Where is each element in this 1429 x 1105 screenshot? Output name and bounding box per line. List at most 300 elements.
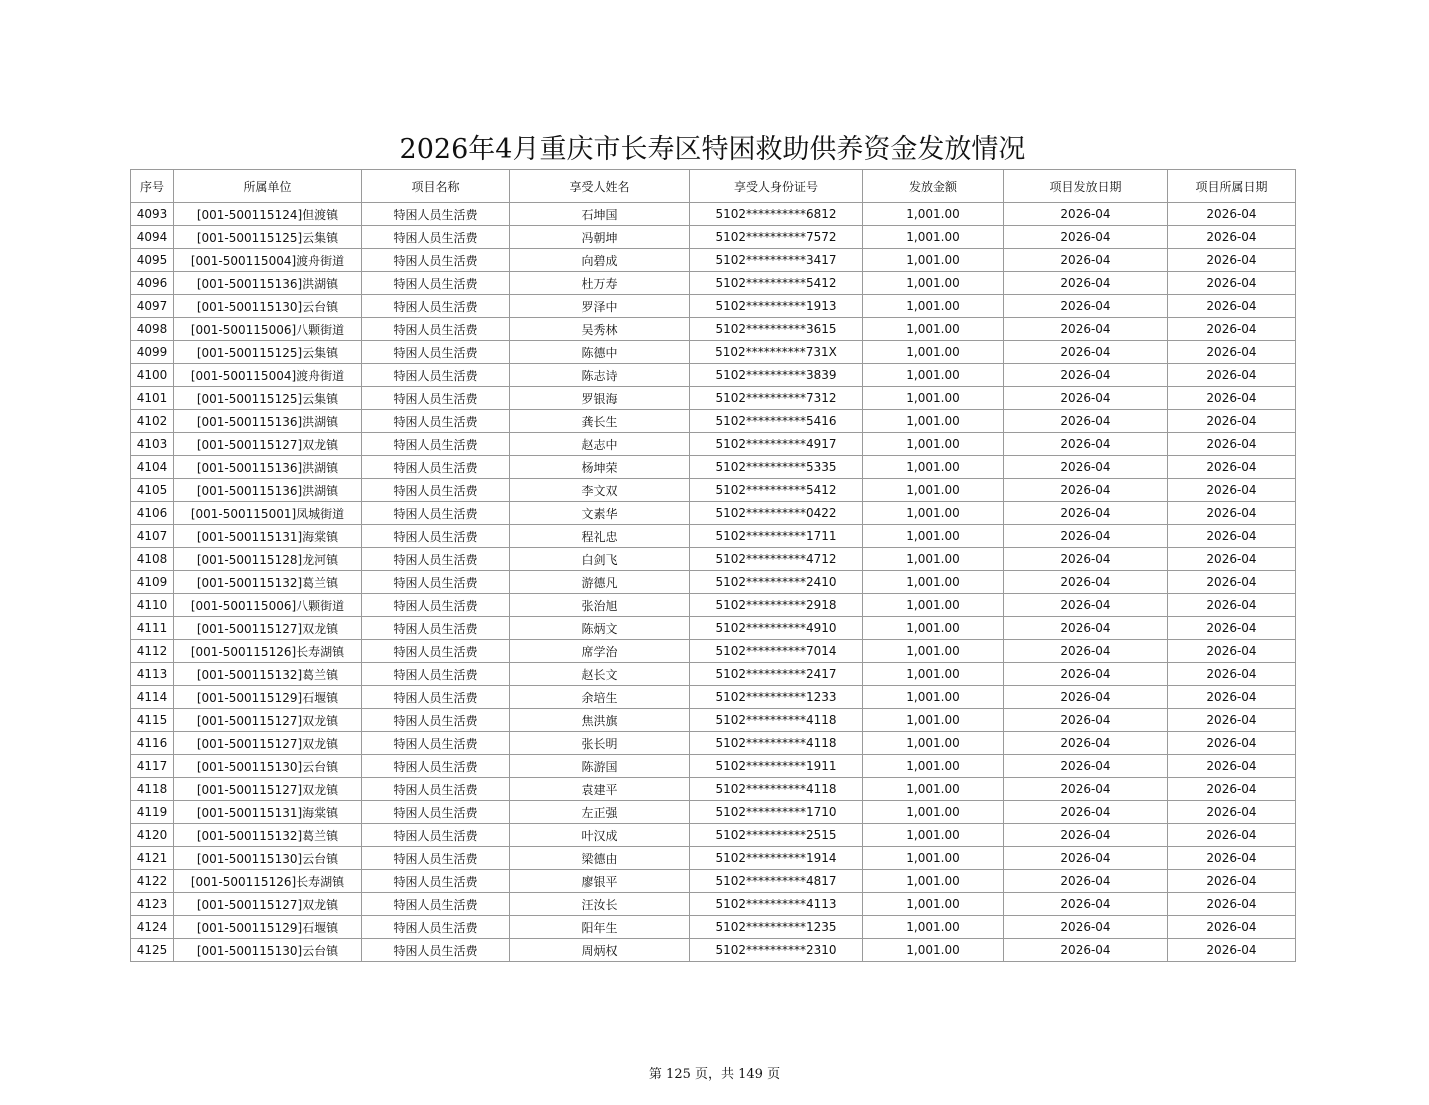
cell-issue-date: 2026-04 bbox=[1004, 410, 1168, 433]
cell-name: 陈志诗 bbox=[510, 364, 690, 387]
cell-project: 特困人员生活费 bbox=[362, 364, 510, 387]
cell-id-number: 5102**********5335 bbox=[690, 456, 863, 479]
cell-period: 2026-04 bbox=[1168, 893, 1296, 916]
cell-unit: [001-500115131]海棠镇 bbox=[174, 801, 362, 824]
cell-issue-date: 2026-04 bbox=[1004, 341, 1168, 364]
cell-name: 袁建平 bbox=[510, 778, 690, 801]
cell-index: 4112 bbox=[131, 640, 174, 663]
cell-name: 白剑飞 bbox=[510, 548, 690, 571]
cell-name: 廖银平 bbox=[510, 870, 690, 893]
cell-unit: [001-500115004]渡舟街道 bbox=[174, 249, 362, 272]
cell-project: 特困人员生活费 bbox=[362, 318, 510, 341]
cell-unit: [001-500115001]凤城街道 bbox=[174, 502, 362, 525]
cell-id-number: 5102**********7312 bbox=[690, 387, 863, 410]
cell-amount: 1,001.00 bbox=[863, 801, 1004, 824]
cell-project: 特困人员生活费 bbox=[362, 548, 510, 571]
cell-name: 张治旭 bbox=[510, 594, 690, 617]
table-header bbox=[131, 170, 1296, 203]
table-row bbox=[131, 732, 1296, 755]
cell-project: 特困人员生活费 bbox=[362, 433, 510, 456]
cell-amount: 1,001.00 bbox=[863, 778, 1004, 801]
cell-amount: 1,001.00 bbox=[863, 617, 1004, 640]
cell-issue-date: 2026-04 bbox=[1004, 893, 1168, 916]
cell-id-number: 5102**********1911 bbox=[690, 755, 863, 778]
cell-project: 特困人员生活费 bbox=[362, 801, 510, 824]
cell-unit: [001-500115125]云集镇 bbox=[174, 226, 362, 249]
cell-id-number: 5102**********1914 bbox=[690, 847, 863, 870]
cell-name: 罗泽中 bbox=[510, 295, 690, 318]
cell-issue-date: 2026-04 bbox=[1004, 548, 1168, 571]
cell-id-number: 5102**********1711 bbox=[690, 525, 863, 548]
cell-project: 特困人员生活费 bbox=[362, 249, 510, 272]
cell-id-number: 5102**********5416 bbox=[690, 410, 863, 433]
table-row bbox=[131, 663, 1296, 686]
cell-unit: [001-500115132]葛兰镇 bbox=[174, 824, 362, 847]
cell-period: 2026-04 bbox=[1168, 824, 1296, 847]
cell-index: 4125 bbox=[131, 939, 174, 962]
cell-id-number: 5102**********4118 bbox=[690, 732, 863, 755]
cell-issue-date: 2026-04 bbox=[1004, 916, 1168, 939]
cell-name: 程礼忠 bbox=[510, 525, 690, 548]
cell-period: 2026-04 bbox=[1168, 272, 1296, 295]
cell-id-number: 5102**********1913 bbox=[690, 295, 863, 318]
table-row bbox=[131, 410, 1296, 433]
cell-id-number: 5102**********4910 bbox=[690, 617, 863, 640]
cell-id-number: 5102**********3615 bbox=[690, 318, 863, 341]
cell-issue-date: 2026-04 bbox=[1004, 778, 1168, 801]
cell-project: 特困人员生活费 bbox=[362, 341, 510, 364]
cell-period: 2026-04 bbox=[1168, 663, 1296, 686]
cell-unit: [001-500115127]双龙镇 bbox=[174, 732, 362, 755]
table-row bbox=[131, 847, 1296, 870]
cell-name: 吴秀林 bbox=[510, 318, 690, 341]
cell-unit: [001-500115125]云集镇 bbox=[174, 387, 362, 410]
cell-amount: 1,001.00 bbox=[863, 456, 1004, 479]
cell-issue-date: 2026-04 bbox=[1004, 617, 1168, 640]
cell-period: 2026-04 bbox=[1168, 203, 1296, 226]
cell-name: 罗银海 bbox=[510, 387, 690, 410]
table-row bbox=[131, 778, 1296, 801]
cell-name: 余培生 bbox=[510, 686, 690, 709]
cell-index: 4119 bbox=[131, 801, 174, 824]
table-row bbox=[131, 709, 1296, 732]
table-row bbox=[131, 824, 1296, 847]
cell-period: 2026-04 bbox=[1168, 847, 1296, 870]
cell-name: 杨坤荣 bbox=[510, 456, 690, 479]
cell-issue-date: 2026-04 bbox=[1004, 801, 1168, 824]
cell-period: 2026-04 bbox=[1168, 479, 1296, 502]
cell-index: 4102 bbox=[131, 410, 174, 433]
cell-unit: [001-500115127]双龙镇 bbox=[174, 709, 362, 732]
cell-name: 杜万寿 bbox=[510, 272, 690, 295]
table-row bbox=[131, 870, 1296, 893]
cell-unit: [001-500115129]石堰镇 bbox=[174, 916, 362, 939]
cell-amount: 1,001.00 bbox=[863, 870, 1004, 893]
cell-unit: [001-500115131]海棠镇 bbox=[174, 525, 362, 548]
cell-amount: 1,001.00 bbox=[863, 663, 1004, 686]
cell-index: 4117 bbox=[131, 755, 174, 778]
cell-issue-date: 2026-04 bbox=[1004, 272, 1168, 295]
table-row bbox=[131, 617, 1296, 640]
cell-project: 特困人员生活费 bbox=[362, 709, 510, 732]
cell-id-number: 5102**********4712 bbox=[690, 548, 863, 571]
cell-issue-date: 2026-04 bbox=[1004, 226, 1168, 249]
cell-period: 2026-04 bbox=[1168, 755, 1296, 778]
cell-period: 2026-04 bbox=[1168, 226, 1296, 249]
cell-issue-date: 2026-04 bbox=[1004, 824, 1168, 847]
cell-index: 4122 bbox=[131, 870, 174, 893]
cell-issue-date: 2026-04 bbox=[1004, 571, 1168, 594]
cell-period: 2026-04 bbox=[1168, 617, 1296, 640]
cell-index: 4104 bbox=[131, 456, 174, 479]
cell-amount: 1,001.00 bbox=[863, 548, 1004, 571]
cell-amount: 1,001.00 bbox=[863, 755, 1004, 778]
cell-name: 左正强 bbox=[510, 801, 690, 824]
table-body bbox=[131, 203, 1296, 962]
cell-index: 4095 bbox=[131, 249, 174, 272]
cell-project: 特困人员生活费 bbox=[362, 571, 510, 594]
cell-name: 石坤国 bbox=[510, 203, 690, 226]
cell-period: 2026-04 bbox=[1168, 732, 1296, 755]
cell-id-number: 5102**********0422 bbox=[690, 502, 863, 525]
cell-index: 4118 bbox=[131, 778, 174, 801]
cell-issue-date: 2026-04 bbox=[1004, 870, 1168, 893]
column-header-amount: 发放金额 bbox=[863, 170, 1004, 203]
cell-period: 2026-04 bbox=[1168, 456, 1296, 479]
cell-project: 特困人员生活费 bbox=[362, 870, 510, 893]
cell-period: 2026-04 bbox=[1168, 571, 1296, 594]
table-row bbox=[131, 456, 1296, 479]
cell-name: 陈德中 bbox=[510, 341, 690, 364]
cell-name: 向碧成 bbox=[510, 249, 690, 272]
table-row bbox=[131, 341, 1296, 364]
cell-amount: 1,001.00 bbox=[863, 847, 1004, 870]
cell-index: 4106 bbox=[131, 502, 174, 525]
cell-id-number: 5102**********2310 bbox=[690, 939, 863, 962]
cell-name: 李文双 bbox=[510, 479, 690, 502]
cell-name: 叶汉成 bbox=[510, 824, 690, 847]
cell-index: 4111 bbox=[131, 617, 174, 640]
cell-period: 2026-04 bbox=[1168, 709, 1296, 732]
table-row bbox=[131, 226, 1296, 249]
cell-id-number: 5102**********2918 bbox=[690, 594, 863, 617]
cell-index: 4115 bbox=[131, 709, 174, 732]
table-row bbox=[131, 318, 1296, 341]
cell-period: 2026-04 bbox=[1168, 686, 1296, 709]
cell-index: 4101 bbox=[131, 387, 174, 410]
cell-index: 4110 bbox=[131, 594, 174, 617]
cell-amount: 1,001.00 bbox=[863, 732, 1004, 755]
table-row bbox=[131, 801, 1296, 824]
cell-unit: [001-500115006]八颗街道 bbox=[174, 318, 362, 341]
cell-name: 游德凡 bbox=[510, 571, 690, 594]
cell-id-number: 5102**********4917 bbox=[690, 433, 863, 456]
cell-id-number: 5102**********2417 bbox=[690, 663, 863, 686]
cell-name: 冯朝坤 bbox=[510, 226, 690, 249]
page-title: 2026年4月重庆市长寿区特困救助供养资金发放情况 bbox=[399, 134, 1026, 165]
cell-issue-date: 2026-04 bbox=[1004, 502, 1168, 525]
cell-unit: [001-500115130]云台镇 bbox=[174, 755, 362, 778]
cell-id-number: 5102**********7572 bbox=[690, 226, 863, 249]
cell-period: 2026-04 bbox=[1168, 801, 1296, 824]
cell-period: 2026-04 bbox=[1168, 870, 1296, 893]
table-row bbox=[131, 594, 1296, 617]
table-row bbox=[131, 571, 1296, 594]
cell-name: 周炳权 bbox=[510, 939, 690, 962]
cell-period: 2026-04 bbox=[1168, 939, 1296, 962]
payment-table bbox=[130, 169, 1296, 962]
table-row bbox=[131, 433, 1296, 456]
cell-id-number: 5102**********4817 bbox=[690, 870, 863, 893]
cell-amount: 1,001.00 bbox=[863, 387, 1004, 410]
cell-unit: [001-500115132]葛兰镇 bbox=[174, 571, 362, 594]
cell-index: 4113 bbox=[131, 663, 174, 686]
cell-issue-date: 2026-04 bbox=[1004, 663, 1168, 686]
table-row bbox=[131, 295, 1296, 318]
cell-id-number: 5102**********1235 bbox=[690, 916, 863, 939]
cell-index: 4123 bbox=[131, 893, 174, 916]
cell-issue-date: 2026-04 bbox=[1004, 387, 1168, 410]
cell-period: 2026-04 bbox=[1168, 249, 1296, 272]
cell-amount: 1,001.00 bbox=[863, 502, 1004, 525]
cell-name: 席学治 bbox=[510, 640, 690, 663]
cell-period: 2026-04 bbox=[1168, 364, 1296, 387]
table-row bbox=[131, 640, 1296, 663]
cell-name: 阳年生 bbox=[510, 916, 690, 939]
cell-period: 2026-04 bbox=[1168, 410, 1296, 433]
cell-id-number: 5102**********731X bbox=[690, 341, 863, 364]
cell-index: 4103 bbox=[131, 433, 174, 456]
cell-unit: [001-500115126]长寿湖镇 bbox=[174, 870, 362, 893]
cell-name: 陈游国 bbox=[510, 755, 690, 778]
cell-project: 特困人员生活费 bbox=[362, 755, 510, 778]
cell-unit: [001-500115127]双龙镇 bbox=[174, 893, 362, 916]
cell-project: 特困人员生活费 bbox=[362, 525, 510, 548]
column-header-unit: 所属单位 bbox=[174, 170, 362, 203]
cell-period: 2026-04 bbox=[1168, 916, 1296, 939]
cell-unit: [001-500115124]但渡镇 bbox=[174, 203, 362, 226]
cell-unit: [001-500115130]云台镇 bbox=[174, 295, 362, 318]
cell-project: 特困人员生活费 bbox=[362, 916, 510, 939]
table-row bbox=[131, 502, 1296, 525]
cell-amount: 1,001.00 bbox=[863, 364, 1004, 387]
column-header-project: 项目名称 bbox=[362, 170, 510, 203]
cell-issue-date: 2026-04 bbox=[1004, 203, 1168, 226]
cell-name: 赵长文 bbox=[510, 663, 690, 686]
cell-index: 4124 bbox=[131, 916, 174, 939]
cell-amount: 1,001.00 bbox=[863, 916, 1004, 939]
cell-project: 特困人员生活费 bbox=[362, 456, 510, 479]
cell-project: 特困人员生活费 bbox=[362, 272, 510, 295]
cell-index: 4109 bbox=[131, 571, 174, 594]
cell-issue-date: 2026-04 bbox=[1004, 318, 1168, 341]
cell-period: 2026-04 bbox=[1168, 502, 1296, 525]
cell-index: 4107 bbox=[131, 525, 174, 548]
cell-amount: 1,001.00 bbox=[863, 525, 1004, 548]
cell-index: 4120 bbox=[131, 824, 174, 847]
cell-amount: 1,001.00 bbox=[863, 640, 1004, 663]
cell-project: 特困人员生活费 bbox=[362, 203, 510, 226]
cell-index: 4108 bbox=[131, 548, 174, 571]
cell-unit: [001-500115128]龙河镇 bbox=[174, 548, 362, 571]
cell-issue-date: 2026-04 bbox=[1004, 525, 1168, 548]
table-row bbox=[131, 916, 1296, 939]
cell-period: 2026-04 bbox=[1168, 778, 1296, 801]
cell-name: 龚长生 bbox=[510, 410, 690, 433]
cell-index: 4096 bbox=[131, 272, 174, 295]
cell-name: 赵志中 bbox=[510, 433, 690, 456]
cell-id-number: 5102**********4118 bbox=[690, 709, 863, 732]
cell-id-number: 5102**********4113 bbox=[690, 893, 863, 916]
cell-project: 特困人员生活费 bbox=[362, 686, 510, 709]
cell-project: 特困人员生活费 bbox=[362, 226, 510, 249]
cell-unit: [001-500115125]云集镇 bbox=[174, 341, 362, 364]
cell-index: 4114 bbox=[131, 686, 174, 709]
cell-unit: [001-500115130]云台镇 bbox=[174, 847, 362, 870]
cell-project: 特困人员生活费 bbox=[362, 893, 510, 916]
cell-amount: 1,001.00 bbox=[863, 410, 1004, 433]
cell-amount: 1,001.00 bbox=[863, 939, 1004, 962]
cell-unit: [001-500115136]洪湖镇 bbox=[174, 479, 362, 502]
cell-unit: [001-500115136]洪湖镇 bbox=[174, 272, 362, 295]
column-header-index: 序号 bbox=[131, 170, 174, 203]
cell-id-number: 5102**********6812 bbox=[690, 203, 863, 226]
cell-issue-date: 2026-04 bbox=[1004, 594, 1168, 617]
table-row bbox=[131, 272, 1296, 295]
table-row bbox=[131, 893, 1296, 916]
cell-period: 2026-04 bbox=[1168, 525, 1296, 548]
cell-issue-date: 2026-04 bbox=[1004, 640, 1168, 663]
cell-issue-date: 2026-04 bbox=[1004, 364, 1168, 387]
cell-project: 特困人员生活费 bbox=[362, 663, 510, 686]
cell-amount: 1,001.00 bbox=[863, 203, 1004, 226]
cell-index: 4100 bbox=[131, 364, 174, 387]
cell-period: 2026-04 bbox=[1168, 548, 1296, 571]
cell-id-number: 5102**********5412 bbox=[690, 479, 863, 502]
cell-unit: [001-500115129]石堰镇 bbox=[174, 686, 362, 709]
cell-project: 特困人员生活费 bbox=[362, 410, 510, 433]
table-row bbox=[131, 548, 1296, 571]
cell-project: 特困人员生活费 bbox=[362, 502, 510, 525]
cell-issue-date: 2026-04 bbox=[1004, 686, 1168, 709]
cell-amount: 1,001.00 bbox=[863, 594, 1004, 617]
table-row bbox=[131, 364, 1296, 387]
cell-amount: 1,001.00 bbox=[863, 341, 1004, 364]
cell-amount: 1,001.00 bbox=[863, 249, 1004, 272]
column-header-period: 项目所属日期 bbox=[1168, 170, 1296, 203]
cell-period: 2026-04 bbox=[1168, 341, 1296, 364]
cell-id-number: 5102**********7014 bbox=[690, 640, 863, 663]
cell-id-number: 5102**********1233 bbox=[690, 686, 863, 709]
cell-period: 2026-04 bbox=[1168, 433, 1296, 456]
cell-issue-date: 2026-04 bbox=[1004, 456, 1168, 479]
cell-id-number: 5102**********5412 bbox=[690, 272, 863, 295]
table-row bbox=[131, 249, 1296, 272]
cell-amount: 1,001.00 bbox=[863, 226, 1004, 249]
cell-project: 特困人员生活费 bbox=[362, 732, 510, 755]
cell-amount: 1,001.00 bbox=[863, 479, 1004, 502]
cell-index: 4097 bbox=[131, 295, 174, 318]
cell-issue-date: 2026-04 bbox=[1004, 939, 1168, 962]
cell-id-number: 5102**********2515 bbox=[690, 824, 863, 847]
cell-index: 4105 bbox=[131, 479, 174, 502]
cell-amount: 1,001.00 bbox=[863, 318, 1004, 341]
page-number: 第 125 页，共 149 页 bbox=[648, 1067, 781, 1082]
cell-name: 梁德由 bbox=[510, 847, 690, 870]
cell-issue-date: 2026-04 bbox=[1004, 755, 1168, 778]
cell-index: 4121 bbox=[131, 847, 174, 870]
cell-id-number: 5102**********4118 bbox=[690, 778, 863, 801]
cell-name: 焦洪旗 bbox=[510, 709, 690, 732]
cell-project: 特困人员生活费 bbox=[362, 778, 510, 801]
cell-period: 2026-04 bbox=[1168, 640, 1296, 663]
cell-unit: [001-500115126]长寿湖镇 bbox=[174, 640, 362, 663]
cell-issue-date: 2026-04 bbox=[1004, 847, 1168, 870]
cell-project: 特困人员生活费 bbox=[362, 617, 510, 640]
cell-issue-date: 2026-04 bbox=[1004, 249, 1168, 272]
table-row bbox=[131, 525, 1296, 548]
cell-project: 特困人员生活费 bbox=[362, 847, 510, 870]
cell-issue-date: 2026-04 bbox=[1004, 709, 1168, 732]
cell-amount: 1,001.00 bbox=[863, 295, 1004, 318]
cell-amount: 1,001.00 bbox=[863, 709, 1004, 732]
cell-issue-date: 2026-04 bbox=[1004, 732, 1168, 755]
cell-index: 4093 bbox=[131, 203, 174, 226]
cell-unit: [001-500115127]双龙镇 bbox=[174, 433, 362, 456]
cell-issue-date: 2026-04 bbox=[1004, 295, 1168, 318]
cell-index: 4094 bbox=[131, 226, 174, 249]
cell-issue-date: 2026-04 bbox=[1004, 479, 1168, 502]
table-row bbox=[131, 686, 1296, 709]
cell-project: 特困人员生活费 bbox=[362, 824, 510, 847]
cell-id-number: 5102**********1710 bbox=[690, 801, 863, 824]
cell-id-number: 5102**********3839 bbox=[690, 364, 863, 387]
cell-project: 特困人员生活费 bbox=[362, 387, 510, 410]
table-row bbox=[131, 939, 1296, 962]
cell-id-number: 5102**********2410 bbox=[690, 571, 863, 594]
cell-unit: [001-500115004]渡舟街道 bbox=[174, 364, 362, 387]
cell-amount: 1,001.00 bbox=[863, 571, 1004, 594]
cell-name: 汪汝长 bbox=[510, 893, 690, 916]
column-header-id-number: 享受人身份证号 bbox=[690, 170, 863, 203]
table-row bbox=[131, 479, 1296, 502]
cell-unit: [001-500115127]双龙镇 bbox=[174, 617, 362, 640]
cell-project: 特困人员生活费 bbox=[362, 295, 510, 318]
cell-index: 4099 bbox=[131, 341, 174, 364]
cell-period: 2026-04 bbox=[1168, 295, 1296, 318]
table-row bbox=[131, 755, 1296, 778]
cell-period: 2026-04 bbox=[1168, 594, 1296, 617]
cell-name: 张长明 bbox=[510, 732, 690, 755]
cell-project: 特困人员生活费 bbox=[362, 479, 510, 502]
cell-unit: [001-500115130]云台镇 bbox=[174, 939, 362, 962]
cell-project: 特困人员生活费 bbox=[362, 594, 510, 617]
cell-project: 特困人员生活费 bbox=[362, 939, 510, 962]
cell-amount: 1,001.00 bbox=[863, 893, 1004, 916]
cell-amount: 1,001.00 bbox=[863, 824, 1004, 847]
cell-index: 4116 bbox=[131, 732, 174, 755]
cell-period: 2026-04 bbox=[1168, 387, 1296, 410]
cell-unit: [001-500115006]八颗街道 bbox=[174, 594, 362, 617]
cell-project: 特困人员生活费 bbox=[362, 640, 510, 663]
cell-unit: [001-500115136]洪湖镇 bbox=[174, 410, 362, 433]
header-row bbox=[131, 170, 1296, 203]
cell-index: 4098 bbox=[131, 318, 174, 341]
cell-unit: [001-500115132]葛兰镇 bbox=[174, 663, 362, 686]
cell-amount: 1,001.00 bbox=[863, 433, 1004, 456]
column-header-issue-date: 项目发放日期 bbox=[1004, 170, 1168, 203]
cell-name: 陈炳文 bbox=[510, 617, 690, 640]
